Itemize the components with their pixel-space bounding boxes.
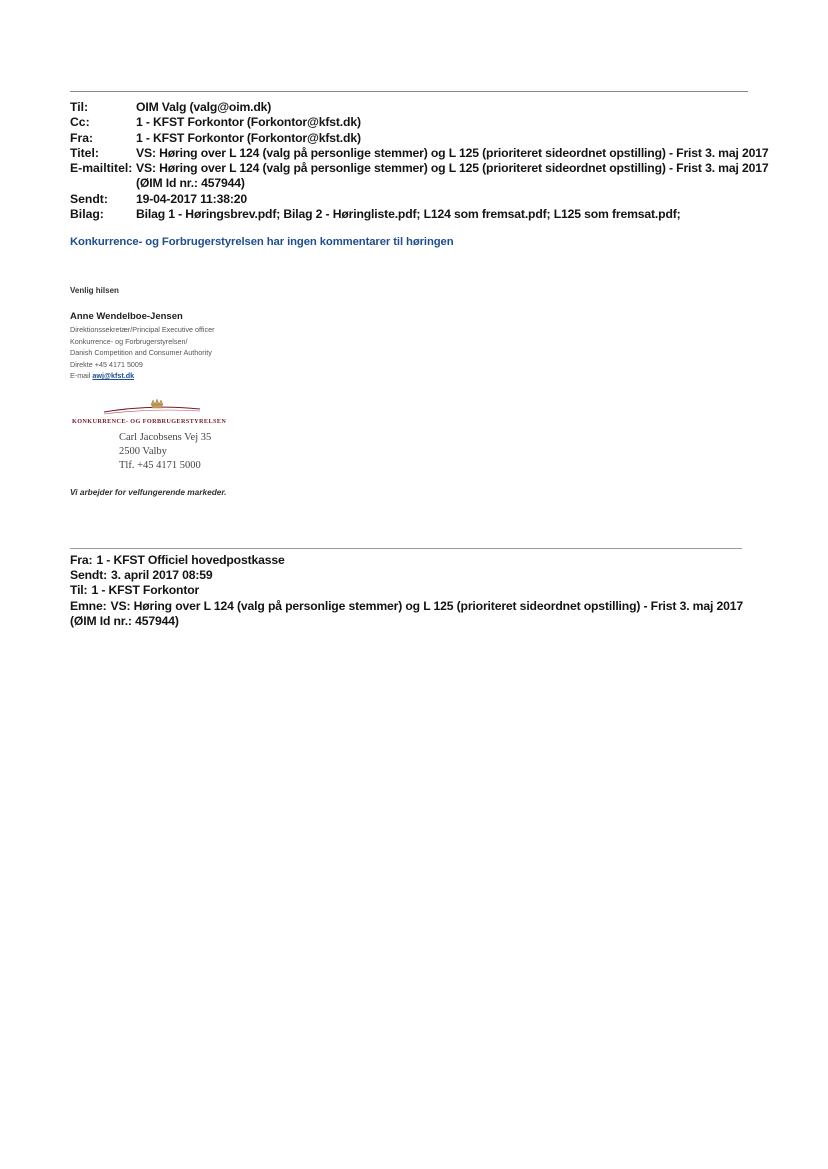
fwd-row-sendt — [70, 568, 743, 583]
reply-comment: Konkurrence- og Forbrugerstyrelsen har ingen kommentarer til høringen — [70, 236, 454, 248]
signature-title: Direktionssekretær/Principal Executive officer — [70, 325, 215, 334]
signature-name: Anne Wendelboe-Jensen — [70, 311, 183, 322]
signature-email-line — [70, 370, 214, 382]
titel-value: VS: Høring over L 124 (valg på personlige stemmer) og L 125 (prioriteret sideordnet opstilling) - Frist 3. maj 2017 — [136, 145, 769, 160]
bilag-label: Bilag: — [70, 207, 104, 222]
til-value: OIM Valg (valg@oim.dk) — [136, 100, 272, 114]
header-row-fra — [70, 131, 760, 146]
header-row-bilag — [70, 207, 760, 222]
fwd-sendt-value: 3. april 2017 08:59 — [111, 568, 213, 583]
emailtitel-value-cont: (ØIM Id nr.: 457944) — [136, 176, 245, 191]
header-row-emailtitel — [70, 161, 769, 176]
address-block — [119, 431, 211, 473]
fwd-emne-label: Emne: — [70, 598, 107, 613]
motto: Vi arbejder for velfungerende markeder. — [70, 487, 227, 497]
forward-separator — [70, 548, 742, 549]
address-street: Carl Jacobsens Vej 35 — [119, 432, 212, 443]
greeting: Venlig hilsen — [70, 286, 119, 295]
sendt-label: Sendt: — [70, 191, 108, 206]
signature-email-label: E-mail — [70, 371, 91, 381]
fra-value: 1 - KFST Forkontor (Forkontor@kfst.dk) — [136, 130, 361, 145]
sendt-value: 19-04-2017 11:38:20 — [136, 191, 247, 206]
signature-org-da: Konkurrence- og Forbrugerstyrelsen/ — [70, 336, 188, 346]
header-row-til — [70, 100, 760, 115]
email-header — [70, 100, 769, 222]
emailtitel-label: E-mailtitel: — [70, 161, 133, 176]
cc-label: Cc: — [70, 115, 90, 130]
fwd-til-value: 1 - KFST Forkontor — [91, 583, 200, 598]
fwd-emne-value: VS: Høring over L 124 (valg på personlige stemmer) og L 125 (prioriteret sideordnet opstilling) - Frist 3. maj 2017 — [110, 598, 743, 613]
header-row-sendt — [70, 192, 760, 207]
fwd-row-emne — [70, 599, 743, 614]
cc-value: 1 - KFST Forkontor (Forkontor@kfst.dk) — [136, 115, 361, 130]
fwd-sendt-label: Sendt: — [70, 568, 108, 583]
header-top-rule — [70, 91, 748, 92]
forwarded-header — [70, 553, 743, 629]
fwd-til-label: Til: — [70, 583, 88, 598]
signature-email-link[interactable]: awj@kfst.dk — [92, 371, 135, 381]
header-row-cc — [70, 115, 760, 130]
fwd-emne-value-cont: (ØIM Id nr.: 457944) — [70, 613, 179, 628]
fra-label: Fra: — [70, 130, 94, 145]
fwd-fra-value: 1 - KFST Officiel hovedpostkasse — [96, 553, 285, 567]
fwd-row-fra — [70, 553, 743, 568]
header-row-titel — [70, 145, 769, 161]
signature-direct-phone: Direkte +45 4171 5009 — [70, 359, 143, 369]
kfst-logo-text: KONKURRENCE- OG FORBRUGERSTYRELSEN — [72, 418, 227, 425]
fwd-row-til — [70, 583, 743, 598]
address-city: 2500 Valby — [119, 446, 167, 457]
til-label: Til: — [70, 100, 89, 114]
titel-label: Titel: — [70, 145, 99, 160]
signature-org-en: Danish Competition and Consumer Authority — [70, 348, 212, 358]
fwd-fra-label: Fra: — [70, 553, 93, 567]
header-row-emailtitel-cont — [70, 176, 760, 191]
bilag-value: Bilag 1 - Høringsbrev.pdf; Bilag 2 - Høringliste.pdf; L124 som fremsat.pdf; L125 som fremsat.pdf; — [136, 207, 681, 222]
address-phone: Tlf. +45 4171 5000 — [119, 460, 201, 471]
signature-block — [70, 311, 214, 382]
fwd-row-emne-cont — [70, 614, 743, 629]
emailtitel-value: VS: Høring over L 124 (valg på personlige stemmer) og L 125 (prioriteret sideordnet opstilling) - Frist 3. maj 2017 — [136, 161, 769, 176]
